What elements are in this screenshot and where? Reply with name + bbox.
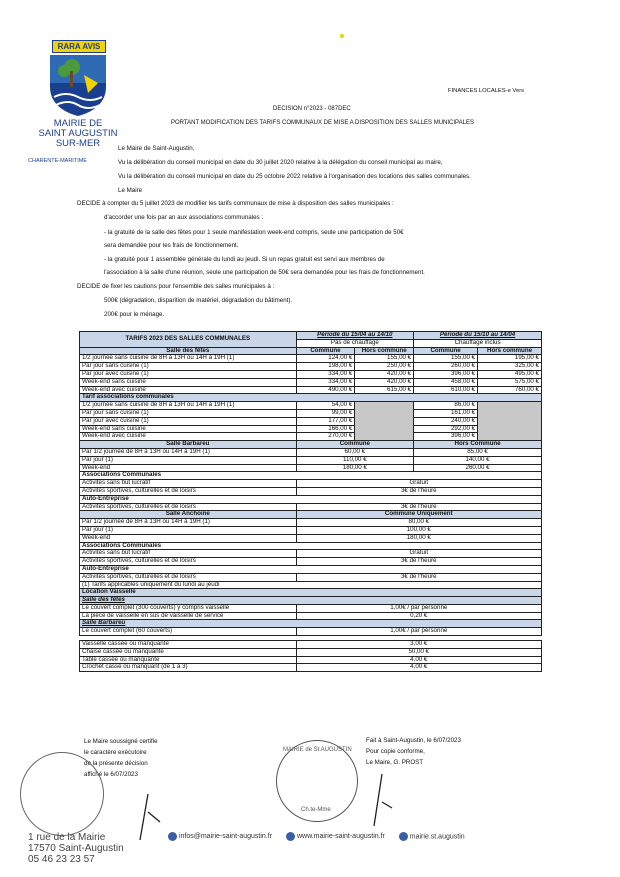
table-row: Par jour (1) 110,00 € 140,00 € [80, 456, 542, 464]
period-1-sub: Pas de chauffage [296, 339, 414, 347]
bullet-2: - la gratuité de la salle des fêtes pour 1 seule manifestation week-end compris, seule une participation de 50€ [104, 229, 404, 236]
assoc-communales: Associations Communales [80, 472, 542, 480]
col-commune: Commune [296, 347, 355, 355]
email-icon [168, 832, 177, 841]
cert-1: Le Maire soussigné certifie [84, 738, 158, 745]
assoc-communales: Associations Communales [80, 542, 542, 550]
table-row: Par jour (1) 100,00 € [80, 526, 542, 534]
table-row: Par 1/2 journée de 8H à 13H ou 14H à 19H (1) 80,00 € [80, 519, 542, 527]
logo-banner: RARA AVIS [52, 40, 106, 53]
col-hors: Hors commune [478, 347, 542, 355]
table-row: Par jour sans cuisine (1) 198,00 € 250,00 € 260,00 € 325,00 € [80, 363, 542, 371]
table-row: Le couvert complet (300 couverts) y compris vaisselle 1,00€ / par personne [80, 604, 542, 612]
maire-line: Le Maire de Saint-Augustin, [118, 145, 195, 152]
table-row: Week-end avec cuisine 270,00 € 396,00 € [80, 433, 542, 441]
mairie-stamp: MAIRIE de St AUGUSTIN Ch.te-Mme [276, 740, 358, 822]
globe-icon [286, 832, 295, 841]
auto-entreprise: Auto-Entreprise [80, 495, 542, 503]
period-2: Période du 15/10 au 14/04 [414, 332, 542, 340]
period-1: Période du 15/04 au 14/10 [296, 332, 414, 340]
web-link[interactable]: www.mairie-saint-augustin.fr [296, 833, 385, 841]
vu-line-2: Vu la délibération du conseil municipal en date du 25 octobre 2022 relative à l'organisation des locations des salles communales. [118, 173, 471, 180]
decide-2: DECIDE de fixer les cautions pour l'ensemble des salles municipales à : [77, 283, 275, 290]
decide-1: DECIDE à compter du 5 juillet 2023 de modifier les tarifs communaux de mise à disposition des salles municipales : [77, 200, 394, 207]
contact-bar [168, 832, 465, 841]
cert-3: de la présente décision [84, 760, 148, 767]
table-title: TARIFS 2023 DES SALLES COMMUNALES [80, 332, 297, 348]
service-label: FINANCES LOCALES-e Vers [448, 88, 525, 94]
table-row: Activités sans but lucratif Gratuit [80, 550, 542, 558]
table-row: Week-end 180,00 € [80, 534, 542, 542]
table-row: 1/2 journée sans cuisine de 8H à 13H ou 14H à 19H (1) 124,00 € 155,00 € 155,00 € 195,00 € [80, 355, 542, 363]
town-crest-icon [48, 53, 108, 117]
caution-1: 500€ (dégradation, disparition de matériel, dégradation du bâtiment). [104, 297, 293, 304]
table-row: Week-end sans cuisine 166,00 € 292,00 € [80, 425, 542, 433]
table-row: Table cassée ou manquante 4,00 € [80, 656, 542, 664]
col-commune: Commune [296, 441, 414, 449]
col-commune: Commune [414, 347, 478, 355]
facebook-link[interactable]: mairie.st.augustin [409, 833, 465, 841]
location-barbareu: Salle Barbareu [80, 620, 542, 628]
table-row: Week-end 180,00 € 260,00 € [80, 464, 542, 472]
cert-4: affiché le 6/07/2023 [84, 771, 138, 778]
col-hors: Hors commune [355, 347, 414, 355]
auto-entreprise: Auto-Entreprise [80, 565, 542, 573]
signataire: Le Maire, G. PROST [366, 759, 424, 766]
cert-2: le caractère exécutoire [84, 749, 147, 756]
email-link[interactable]: infos@mairie-saint-augustin.fr [178, 833, 273, 841]
period-2-sub: Chauffage inclus [414, 339, 542, 347]
table-row: Activités sans but lucratif Gratuit [80, 480, 542, 488]
vu-line-1: Vu la délibération du conseil municipal en date du 30 juillet 2020 relative à la délégation du conseil municipal au maire, [118, 159, 443, 166]
table-row: Le couvert complet (60 couverts) 1,00€ / par personne [80, 628, 542, 636]
bullet-3b: l'association à la salle d'une réunion, seule une participation de 50€ sera demandée pour les frais de fonctionnement. [104, 269, 425, 276]
stamp-left-icon [20, 752, 104, 836]
fait-a: Fait à Saint-Augustin, le 6/07/2023 [366, 737, 461, 744]
table-row: 1/2 journée sans cuisine de 8H à 13H ou 14H à 19H (1) 54,00 € 86,00 € [80, 402, 542, 410]
section-salle-anchoine: Salle Anchoine [80, 511, 297, 519]
section-location: Location Vaisselle [80, 589, 542, 597]
table-row: Par jour avec cuisine (1) 334,00 € 420,00 € 396,00 € 495,00 € [80, 370, 542, 378]
bullet-1: d'accorder une fois par an aux associations communales : [104, 214, 264, 221]
table-row: Chaise cassée ou manquante 50,00 € [80, 648, 542, 656]
bullet-3: - la gratuité pour 1 assemblée générale du lundi au jeudi. Si un repas gratuit est servi aux membres de [104, 256, 385, 263]
section-salle-fetes: Salle des fêtes [80, 347, 297, 355]
copie-conforme: Pour copie conforme, [366, 748, 425, 755]
table-row: Activités sportives, culturelles et de loisirs 3€ de l'heure [80, 573, 542, 581]
table-row: Week-end avec cuisine 490,00 € 615,00 € 610,00 € 760,00 € [80, 386, 542, 394]
table-note: (1) Tarifs applicables uniquement du lundi au jeudi [80, 581, 542, 589]
signature-left-icon [130, 792, 170, 842]
table-row: Par jour sans cuisine (1) 99,00 € 161,00 € [80, 409, 542, 417]
table-row: La pièce de vaisselle en sus de vaisselle de service 0,20 € [80, 612, 542, 620]
location-fetes: Salle des fêtes [80, 597, 542, 605]
table-row: Activités sportives, culturelles et de loisirs 3€ de l'heure [80, 503, 542, 511]
facebook-icon [399, 832, 408, 841]
table-row: Crochet cassé ou manquant (de 1 à 3) 4,00 € [80, 664, 542, 672]
town-name: MAIRIE DE SAINT AUGUSTIN SUR-MER [38, 118, 118, 149]
table-row: Par jour avec cuisine (1) 177,00 € 240,00 € [80, 417, 542, 425]
signature-right-icon [368, 772, 398, 828]
address-block: 1 rue de la Mairie 17570 Saint-Augustin 05 46 23 23 57 [28, 832, 124, 865]
table-row: Par 1/2 journée de 8H à 13H ou 14H à 19H (1) 60,00 € 85,00 € [80, 448, 542, 456]
table-row: Vaisselle cassée ou manquante 3,00 € [80, 641, 542, 649]
caution-2: 200€ pour le ménage. [104, 311, 165, 318]
decision-object: PORTANT MODIFICATION DES TARIFS COMMUNAUX DE MISE A DISPOSITION DES SALLES MUNICIPALES [171, 120, 474, 126]
section-tarif-assoc: Tarif associations communales [80, 394, 542, 402]
tarifs-table [79, 331, 542, 672]
yellow-dot-icon [340, 34, 344, 38]
col-commune-uniq: Commune Uniquement [296, 511, 541, 519]
table-row: Activités sportives, culturelles et de loisirs 3€ de l'heure [80, 558, 542, 566]
col-hors: Hors Commune [414, 441, 542, 449]
table-row: Week-end sans cuisine 334,00 € 420,00 € 458,00 € 575,00 € [80, 378, 542, 386]
le-maire: Le Maire [118, 187, 143, 194]
section-salle-barbareu: Salle Barbareu [80, 441, 297, 449]
bullet-2b: sera demandée pour les frais de fonctionnement. [104, 242, 239, 249]
department-label: CHARENTE-MARITIME [28, 158, 87, 164]
decision-number: DECISION n°2023 - 087DEC [273, 106, 351, 112]
table-row: Activités sportives, culturelles et de loisirs 3€ de l'heure [80, 487, 542, 495]
